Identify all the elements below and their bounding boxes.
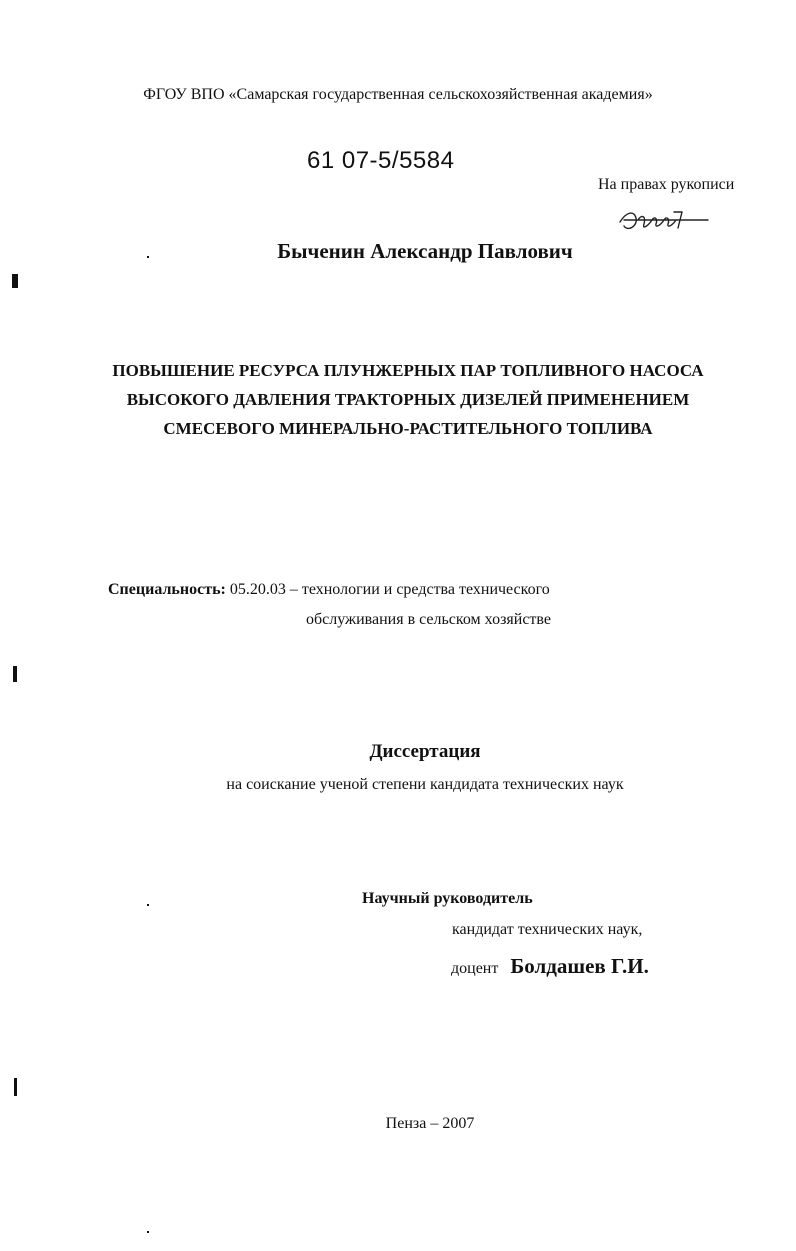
title-line: ПОВЫШЕНИЕ РЕСУРСА ПЛУНЖЕРНЫХ ПАР ТОПЛИВНОГО НАСОСА xyxy=(112,361,704,380)
dissertation-title xyxy=(0,356,796,443)
author-name: Быченин Александр Павлович xyxy=(277,239,573,263)
institution-name: ФГОУ ВПО «Самарская государственная сельскохозяйственная академия» xyxy=(143,86,653,103)
scan-dot xyxy=(147,1231,149,1233)
specialty-line2: обслуживания в сельском хозяйстве xyxy=(306,611,551,628)
advisor-rank: доцент xyxy=(451,960,499,977)
specialty-block xyxy=(108,575,551,628)
dissertation-heading: Диссертация xyxy=(369,741,481,762)
title-line: ВЫСОКОГО ДАВЛЕНИЯ ТРАКТОРНЫХ ДИЗЕЛЕЙ ПРИМЕНЕНИЕМ xyxy=(126,390,690,409)
specialty-line1: 05.20.03 – технологии и средства технического xyxy=(229,581,550,598)
title-line: СМЕСЕВОГО МИНЕРАЛЬНО-РАСТИТЕЛЬНОГО ТОПЛИВА xyxy=(163,419,653,438)
scan-dot xyxy=(147,904,149,906)
advisor-degree: кандидат технических наук, xyxy=(452,921,643,938)
advisor-name: Болдашев Г.И. xyxy=(510,954,649,978)
manuscript-rights-note: На правах рукописи xyxy=(598,176,735,193)
scan-mark xyxy=(13,666,17,682)
scan-dot xyxy=(147,256,149,258)
scan-mark xyxy=(14,1078,17,1096)
city-year: Пенза – 2007 xyxy=(385,1115,475,1132)
catalog-number: 61 07-5/5584 xyxy=(307,147,455,174)
advisor-label: Научный руководитель xyxy=(362,890,533,907)
signature xyxy=(612,198,722,242)
advisor-name-line xyxy=(451,954,649,979)
scan-mark xyxy=(12,274,18,288)
dissertation-subtitle: на соискание ученой степени кандидата технических наук xyxy=(226,776,624,793)
specialty-label: Специальность: xyxy=(108,581,226,598)
